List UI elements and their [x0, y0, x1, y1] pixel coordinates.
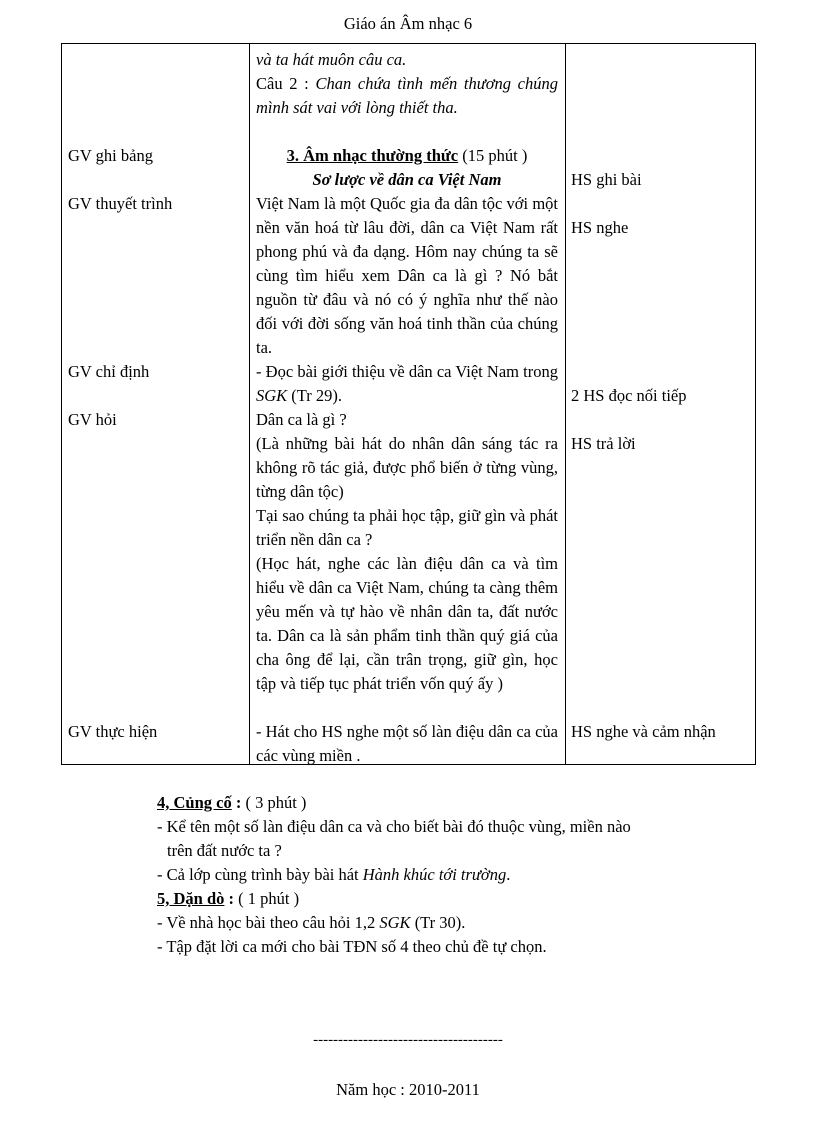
- page-ref: (Tr 30).: [410, 913, 466, 932]
- student-action: HS nghe: [571, 218, 629, 237]
- title-separator: :: [224, 889, 239, 908]
- student-action: HS ghi bài: [571, 170, 642, 189]
- list-item-continuation: trên đất nước ta ?: [167, 841, 282, 860]
- section-title-line: [157, 887, 727, 911]
- page-ref: (Tr 29).: [287, 386, 343, 405]
- section-consolidation: [157, 791, 727, 887]
- heading-time: (15 phút ): [458, 146, 528, 165]
- column-divider: [565, 44, 566, 764]
- section-homework: [157, 887, 727, 959]
- page-header: Giáo án Âm nhạc 6: [343, 14, 473, 33]
- section-heading: [256, 144, 558, 168]
- question-1: Dân ca là gì ?: [256, 410, 347, 429]
- column-divider: [249, 44, 250, 764]
- student-action: 2 HS đọc nối tiếp: [571, 386, 687, 405]
- item-text: - Cả lớp cùng trình bày bài hát: [157, 865, 363, 884]
- teacher-action: GV thực hiện: [68, 722, 158, 741]
- teacher-action: GV hỏi: [68, 410, 117, 429]
- reading-instruction: [256, 360, 558, 408]
- item-text: - Về nhà học bài theo câu hỏi 1,2: [157, 913, 380, 932]
- teacher-action: GV ghi bảng: [68, 146, 153, 165]
- divider-line: --------------------------------------: [313, 1032, 503, 1048]
- lyrics-line: và ta hát muôn câu ca.: [256, 50, 407, 69]
- list-item: [157, 863, 727, 887]
- cau2-text: Chan chứa tình mến thương chúng mình sát vai với lòng thiết tha.: [256, 74, 558, 117]
- item-punct: .: [506, 865, 511, 884]
- cau2-label: Câu 2 :: [256, 74, 316, 93]
- sgk-ref: SGK: [256, 386, 288, 405]
- music-theory-heading: 3. Âm nhạc thường thức: [286, 146, 459, 165]
- section-time: ( 1 phút ): [238, 889, 300, 908]
- song-title: Hành khúc tới trường: [362, 865, 507, 884]
- section-time: ( 3 phút ): [245, 793, 307, 812]
- question-2: Tại sao chúng ta phải học tập, giữ gìn và phát triển nền dân ca ?: [256, 506, 558, 549]
- performance-text: - Hát cho HS nghe một số làn điệu dân ca của các vùng miền .: [256, 722, 558, 765]
- list-item: - Kể tên một số làn điệu dân ca và cho biết bài đó thuộc vùng, miền nào: [157, 817, 631, 836]
- section-title: 5, Dặn dò: [157, 889, 225, 908]
- student-action: HS trả lời: [571, 434, 636, 453]
- lyrics-cau2: [256, 72, 558, 120]
- subheading: Sơ lược về dân ca Việt Nam: [312, 170, 502, 189]
- lecture-text: Việt Nam là một Quốc gia đa dân tộc với một nền văn hoá từ lâu đời, dân ca Việt Nam rất phong phú và đa dạng. Hôm nay chúng ta sẽ cùng tìm hiểu xem Dân ca là gì ? Nó bắt nguồn từ đâu và nó có ý nghĩa như thế nào đối với đời sống văn hoá tinh thần của chúng ta.: [256, 194, 558, 357]
- teacher-action: GV chỉ định: [68, 362, 150, 381]
- teacher-action: GV thuyết trình: [68, 194, 173, 213]
- section-title-line: [157, 791, 727, 815]
- title-separator: :: [231, 793, 246, 812]
- instruction-text: - Đọc bài giới thiệu về dân ca Việt Nam trong: [256, 362, 558, 381]
- list-item: - Tập đặt lời ca mới cho bài TĐN số 4 theo chủ đề tự chọn.: [157, 937, 547, 956]
- section-title: 4, Củng cố: [157, 793, 232, 812]
- lesson-table: [61, 43, 756, 765]
- list-item: [157, 911, 727, 935]
- answer-2: (Học hát, nghe các làn điệu dân ca và tìm hiểu về dân ca Việt Nam, chúng ta càng thêm yêu mến và tự hào về nhân dân ta, đất nước ta. Dân ca là sản phẩm tinh thần quý giá của cha ông để lại, cần trân trọng, giữ gìn, học tập và tiếp tục phát triển vốn quý ấy ): [256, 554, 558, 693]
- page-footer: Năm học : 2010-2011: [336, 1080, 480, 1099]
- question-block: [256, 408, 558, 696]
- sgk-ref: SGK: [379, 913, 411, 932]
- student-action: HS nghe và cảm nhận: [571, 722, 716, 741]
- answer-1: (Là những bài hát do nhân dân sáng tác ra không rõ tác giả, được phổ biến ở từng vùng, từng dân tộc): [256, 434, 558, 501]
